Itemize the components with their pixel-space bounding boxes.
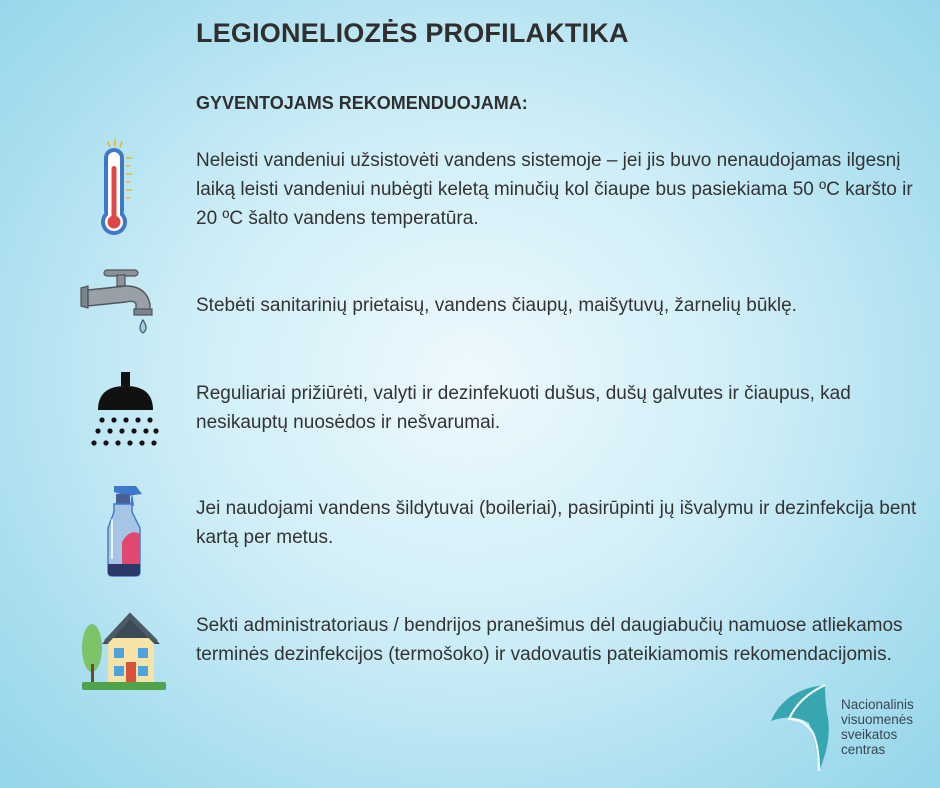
- logo-line-2: visuomenės: [841, 712, 914, 727]
- logo-line-1: Nacionalinis: [841, 697, 914, 712]
- recommendation-text-2: Stebėti sanitarinių prietaisų, vandens čiaupų, maišytuvų, žarnelių būklę.: [196, 295, 797, 316]
- recommendation-text-4: Jei naudojami vandens šildytuvai (boileriai), pasirūpinti jų išvalymu ir dezinfekcija bent kartą per metus.: [196, 498, 917, 548]
- logo-line-4: centras: [841, 742, 886, 757]
- thermometer-icon: [92, 138, 138, 238]
- page-subtitle: GYVENTOJAMS REKOMENDUOJAMA:: [196, 93, 528, 113]
- house-icon: [80, 608, 168, 692]
- recommendation-text-5: Sekti administratoriaus / bendrijos pranešimus dėl daugiabučių namuose atliekamos terminės dezinfekcijos (termošoko) ir vadovautis pateikiamomis rekomendacijomis.: [196, 615, 903, 665]
- recommendation-text-1: Neleisti vandeniui užsistovėti vandens sistemoje – jei jis buvo nenaudojamas ilgesnį laiką leisti vandeniui nubėgti keletą minučių kol čiaupe bus pasiekiama 50 ºC karšto ir 20 ºC šalto vandens temperatūra.: [196, 150, 913, 229]
- logo-mark-icon: [765, 683, 837, 775]
- logo-text: [841, 697, 914, 757]
- nvsc-logo: [765, 683, 935, 775]
- logo-line-3: sveikatos: [841, 727, 898, 742]
- faucet-icon: [78, 266, 156, 340]
- recommendation-text-3: Reguliariai prižiūrėti, valyti ir dezinfekuoti dušus, dušų galvutes ir čiaupus, kad nesikauptų nuosėdos ir nešvarumai.: [196, 383, 851, 433]
- shower-head-icon: [90, 372, 160, 454]
- spray-bottle-icon: [102, 484, 148, 578]
- page-title: LEGIONELIOZĖS PROFILAKTIKA: [196, 18, 629, 48]
